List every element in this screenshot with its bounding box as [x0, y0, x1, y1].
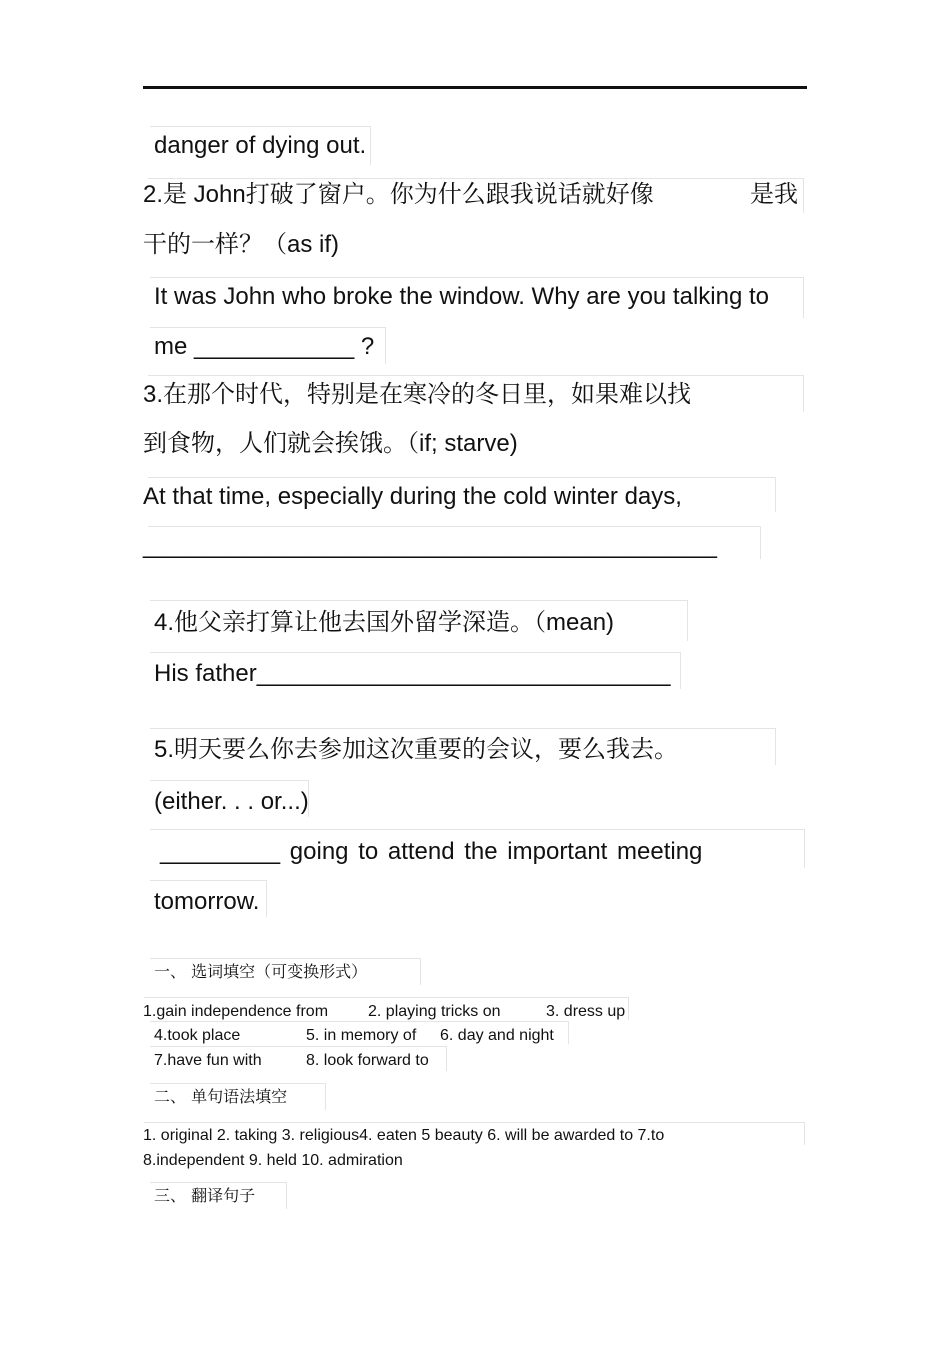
q4-chinese: 4.他父亲打算让他去国外留学深造。（mean): [154, 609, 615, 636]
q2-english-line-1: It was John who broke the window. Why are you talking to: [154, 283, 769, 310]
q2-chinese-line-2: 干的一样？（as if): [143, 231, 340, 258]
q2-english-line-2: me ____________ ?: [154, 333, 375, 360]
section1-item-8: 8. look forward to: [306, 1052, 429, 1069]
q3-answer-blank: ___________________________________________: [143, 532, 717, 559]
q5-chinese: 5.明天要么你去参加这次重要的会议，要么我去。: [154, 736, 679, 763]
section1-heading: 一、 选词填空（可变换形式）: [154, 962, 368, 981]
section1-item-7: 7.have fun with: [154, 1052, 262, 1069]
section2-heading: 二、 单句语法填空: [154, 1087, 288, 1106]
top-rule: [143, 86, 807, 89]
q2-chinese-line-1: 2.是 John打破了窗户。你为什么跟我说话就好像: [143, 181, 654, 208]
section2-answers-line-2: 8.independent 9. held 10. admiration: [143, 1152, 403, 1169]
q5-english-line-2: tomorrow.: [154, 888, 260, 915]
q4-english: His father_______________________________: [154, 660, 671, 687]
q2-chinese-line-1-end: 是我: [750, 181, 798, 208]
section1-item-3: 3. dress up: [546, 1003, 626, 1020]
q3-chinese-line-2: 到食物，人们就会挨饿。（if; starve): [143, 430, 518, 457]
section1-item-6: 6. day and night: [440, 1027, 554, 1044]
section1-item-1: 1.gain independence from: [143, 1003, 329, 1020]
q3-chinese-line-1: 3.在那个时代，特别是在寒冷的冬日里，如果难以找: [143, 381, 692, 408]
section1-item-2: 2. playing tricks on: [368, 1003, 501, 1020]
q1-answer-tail: danger of dying out.: [154, 132, 367, 159]
section3-heading: 三、 翻译句子: [154, 1186, 256, 1205]
q3-english-line-1: At that time, especially during the cold winter days,: [143, 483, 682, 510]
q5-english-line-1: _________ going to attend the important meeting: [160, 838, 703, 865]
section2-answers-line-1: 1. original 2. taking 3. religious4. eaten 5 beauty 6. will be awarded to 7.to: [143, 1127, 665, 1144]
section1-item-4: 4.took place: [154, 1027, 241, 1044]
section1-item-5: 5. in memory of: [306, 1027, 417, 1044]
q5-hint: (either. . . or...): [154, 788, 309, 815]
